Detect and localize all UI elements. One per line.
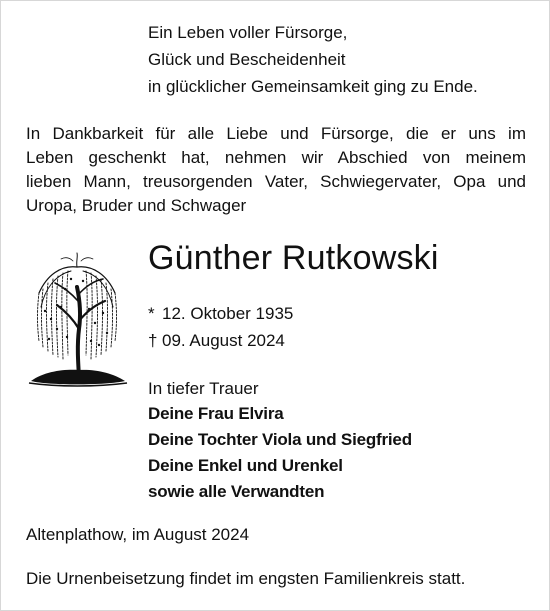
paragraph-line: Leben geschenkt hat, nehmen wir Abschied von meinem (26, 148, 526, 167)
paragraph-line: lieben Mann, treusorgenden Vater, Schwiegervater, Opa und (26, 172, 526, 191)
death-date-line (148, 332, 285, 349)
place-date: Altenplathow, im August 2024 (26, 525, 250, 544)
deceased-name: Günther Rutkowski (148, 239, 439, 277)
weeping-willow-icon (21, 249, 133, 389)
verse-line: Glück und Bescheidenheit (148, 50, 346, 69)
intro-paragraph (26, 122, 526, 218)
verse-line: in glücklicher Gemeinsamkeit ging zu Ende. (148, 77, 478, 96)
birth-star-icon: * (148, 304, 155, 323)
mourner-line: Deine Tochter Viola und Siegfried (148, 430, 412, 449)
mourner-line: Deine Enkel und Urenkel (148, 456, 343, 475)
closing-note: Die Urnenbeisetzung findet im engsten Familienkreis statt. (26, 569, 466, 588)
mourner-line: sowie alle Verwandten (148, 482, 325, 501)
death-date: 09. August 2024 (162, 331, 285, 350)
verse-line: Ein Leben voller Fürsorge, (148, 23, 348, 42)
paragraph-line: Uropa, Bruder und Schwager (26, 196, 247, 215)
death-cross-icon: † (148, 331, 158, 350)
mourner-line: Deine Frau Elvira (148, 404, 284, 423)
mourning-intro: In tiefer Trauer (148, 379, 259, 398)
paragraph-line: In Dankbarkeit für alle Liebe und Fürsorge, die er uns im (26, 124, 526, 143)
birth-date-line (148, 305, 293, 322)
birth-date: 12. Oktober 1935 (162, 304, 294, 323)
